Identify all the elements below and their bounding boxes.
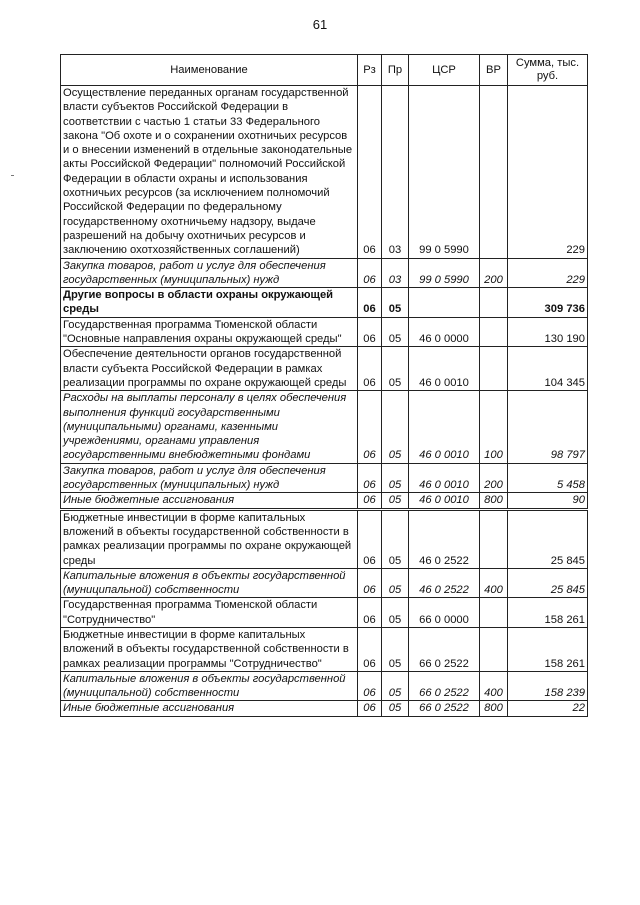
margin-mark [11,175,14,176]
table-row [61,288,588,318]
table-row [61,317,588,347]
row-name: Капитальные вложения в объекты государственной (муниципальной) собственности [61,671,358,701]
row-csr: 46 0 0010 [409,493,480,509]
row-sum: 5 458 [508,463,588,493]
row-pr: 05 [382,391,409,463]
row-csr: 46 0 0010 [409,347,480,391]
row-pr: 05 [382,463,409,493]
row-rz: 06 [358,509,382,568]
row-sum: 309 736 [508,288,588,318]
row-pr: 05 [382,598,409,628]
header-sum: Сумма, тыс. руб. [508,55,588,86]
row-pr: 05 [382,627,409,671]
row-csr: 66 0 2522 [409,671,480,701]
row-name: Государственная программа Тюменской области "Основные направления охраны окружающей среды" [61,317,358,347]
row-name: Закупка товаров, работ и услуг для обеспечения государственных (муниципальных) нужд [61,463,358,493]
row-name: Закупка товаров, работ и услуг для обеспечения государственных (муниципальных) нужд [61,258,358,288]
row-vr [480,598,508,628]
header-rz: Рз [358,55,382,86]
row-vr: 100 [480,391,508,463]
row-name: Осуществление переданных органам государственной власти субъектов Российской Федерации в соответствии с частью 1 статьи 33 Федерального закона "Об охоте и о сохранении охотничьих ресурсов и о внесении изменений в отдельные законодательные акты Российской Федерации" полномочий Российской Федерации в области охраны и использования охотничьих ресурсов (за исключением полномочий Российской Федерации по федеральному государственному охотничьему надзору, выдаче разрешений на добычу охотничьих ресурсов и заключению охотхозяйственных соглашений) [61,86,358,259]
table-row [61,598,588,628]
row-pr: 05 [382,568,409,598]
row-rz: 06 [358,347,382,391]
row-rz: 06 [358,86,382,259]
row-rz: 06 [358,671,382,701]
row-sum: 25 845 [508,509,588,568]
row-sum: 25 845 [508,568,588,598]
row-pr: 05 [382,671,409,701]
row-sum: 158 261 [508,627,588,671]
row-vr: 800 [480,701,508,716]
row-sum: 158 261 [508,598,588,628]
row-csr: 46 0 0010 [409,463,480,493]
header-csr: ЦСР [409,55,480,86]
row-vr [480,509,508,568]
row-pr: 05 [382,509,409,568]
row-rz: 06 [358,463,382,493]
row-rz: 06 [358,701,382,716]
row-rz: 06 [358,391,382,463]
row-rz: 06 [358,627,382,671]
row-name: Капитальные вложения в объекты государственной (муниципальной) собственности [61,568,358,598]
table-row [61,701,588,716]
row-vr [480,86,508,259]
row-rz: 06 [358,493,382,509]
row-rz: 06 [358,598,382,628]
row-pr: 05 [382,288,409,318]
table-row [61,509,588,568]
row-name: Бюджетные инвестиции в форме капитальных вложений в объекты государственной собственности в рамках реализации программы "Сотрудничество" [61,627,358,671]
row-sum: 229 [508,258,588,288]
row-sum: 22 [508,701,588,716]
row-rz: 06 [358,568,382,598]
row-csr: 46 0 2522 [409,509,480,568]
row-name: Иные бюджетные ассигнования [61,701,358,716]
table-row [61,347,588,391]
row-sum: 104 345 [508,347,588,391]
row-csr: 99 0 5990 [409,86,480,259]
row-csr: 66 0 2522 [409,627,480,671]
row-sum: 158 239 [508,671,588,701]
header-name: Наименование [61,55,358,86]
table-row [61,86,588,259]
row-vr [480,627,508,671]
row-csr [409,288,480,318]
table-row [61,568,588,598]
row-vr: 800 [480,493,508,509]
row-rz: 06 [358,258,382,288]
row-pr: 03 [382,86,409,259]
row-name: Расходы на выплаты персоналу в целях обеспечения выполнения функций государственными (муниципальными) органами, казенными учреждениями, органами управления государственными внебюджетными фондами [61,391,358,463]
table-body [61,86,588,717]
budget-table [60,54,588,717]
row-name: Другие вопросы в области охраны окружающей среды [61,288,358,318]
row-pr: 05 [382,317,409,347]
row-csr: 46 0 2522 [409,568,480,598]
row-vr: 200 [480,463,508,493]
row-vr: 400 [480,568,508,598]
table-row [61,627,588,671]
table-row [61,671,588,701]
row-name: Иные бюджетные ассигнования [61,493,358,509]
row-vr: 200 [480,258,508,288]
row-name: Обеспечение деятельности органов государственной власти субъекта Российской Федерации в рамках реализации программы по охране окружающей среды [61,347,358,391]
row-csr: 99 0 5990 [409,258,480,288]
row-pr: 05 [382,347,409,391]
header-vr: ВР [480,55,508,86]
table-header-row [61,55,588,86]
page-number: 61 [312,17,328,32]
table-row [61,391,588,463]
row-vr: 400 [480,671,508,701]
row-vr [480,347,508,391]
row-sum: 98 797 [508,391,588,463]
table-row [61,493,588,509]
row-rz: 06 [358,288,382,318]
row-rz: 06 [358,317,382,347]
row-name: Бюджетные инвестиции в форме капитальных вложений в объекты государственной собственности в рамках реализации программы по охране окружающей среды [61,509,358,568]
table-row [61,258,588,288]
row-csr: 66 0 2522 [409,701,480,716]
row-csr: 46 0 0010 [409,391,480,463]
row-csr: 66 0 0000 [409,598,480,628]
row-vr [480,288,508,318]
row-name: Государственная программа Тюменской области "Сотрудничество" [61,598,358,628]
row-pr: 05 [382,493,409,509]
row-sum: 229 [508,86,588,259]
header-pr: Пр [382,55,409,86]
row-sum: 130 190 [508,317,588,347]
row-pr: 03 [382,258,409,288]
row-pr: 05 [382,701,409,716]
row-csr: 46 0 0000 [409,317,480,347]
table-row [61,463,588,493]
row-vr [480,317,508,347]
row-sum: 90 [508,493,588,509]
